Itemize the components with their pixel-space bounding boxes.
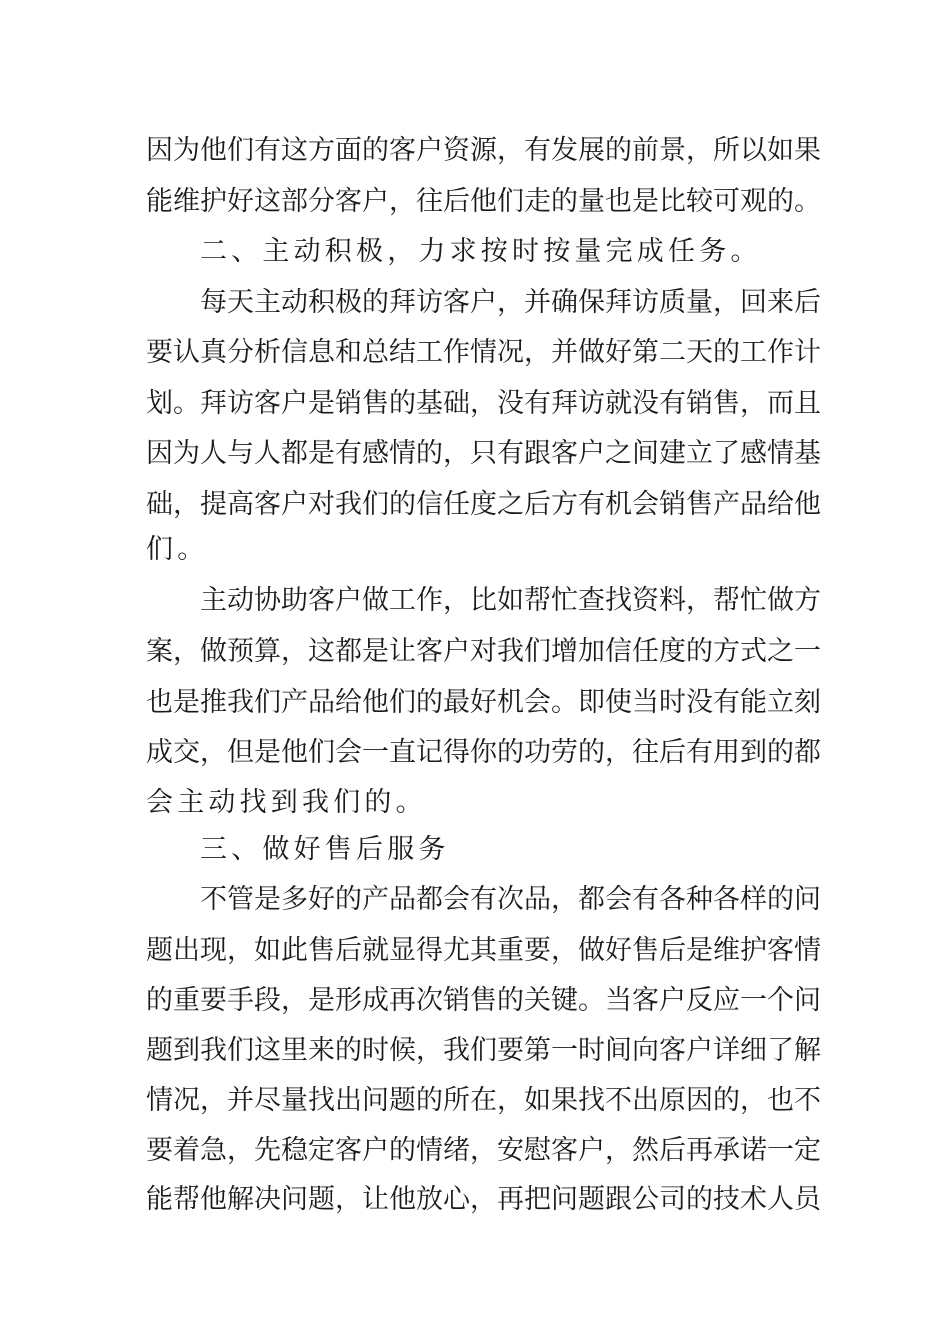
text-line: 能维护好这部分客户，往后他们走的量也是比较可观的。 [146, 186, 821, 217]
text-line: 成交，但是他们会一直记得你的功劳的，往后有用到的都 [146, 737, 821, 768]
text-line: 划。拜访客户是销售的基础，没有拜访就没有销售，而且 [146, 388, 821, 419]
text-line: 主动协助客户做工作，比如帮忙查找资料，帮忙做方 [200, 585, 821, 616]
text-line: 因为他们有这方面的客户资源，有发展的前景，所以如果 [146, 135, 821, 166]
text-line: 因为人与人都是有感情的，只有跟客户之间建立了感情基 [146, 438, 821, 469]
text-line: 每天主动积极的拜访客户，并确保拜访质量，回来后 [200, 287, 821, 318]
text-line: 要着急，先稳定客户的情绪，安慰客户，然后再承诺一定 [146, 1135, 821, 1166]
text-line: 也是推我们产品给他们的最好机会。即使当时没有能立刻 [146, 687, 821, 718]
text-line: 情况，并尽量找出问题的所在，如果找不出原因的，也不 [146, 1085, 821, 1116]
text-line: 础，提高客户对我们的信任度之后方有机会销售产品给他 [146, 489, 821, 520]
text-line: 们。 [146, 534, 209, 565]
text-line: 要认真分析信息和总结工作情况，并做好第二天的工作计 [146, 337, 821, 368]
text-line: 题到我们这里来的时候，我们要第一时间向客户详细了解 [146, 1035, 821, 1066]
section-heading: 二、主动积极，力求按时按量完成任务。 [200, 236, 762, 267]
text-line: 不管是多好的产品都会有次品，都会有各种各样的问 [200, 884, 821, 915]
text-line: 能帮他解决问题，让他放心，再把问题跟公司的技术人员 [146, 1184, 821, 1215]
text-line: 题出现，如此售后就显得尤其重要，做好售后是维护客情 [146, 935, 821, 966]
text-line: 会主动找到我们的。 [146, 787, 427, 818]
text-line: 案，做预算，这都是让客户对我们增加信任度的方式之一 [146, 636, 821, 667]
section-heading: 三、做好售后服务 [200, 834, 450, 865]
text-line: 的重要手段，是形成再次销售的关键。当客户反应一个问 [146, 985, 821, 1016]
